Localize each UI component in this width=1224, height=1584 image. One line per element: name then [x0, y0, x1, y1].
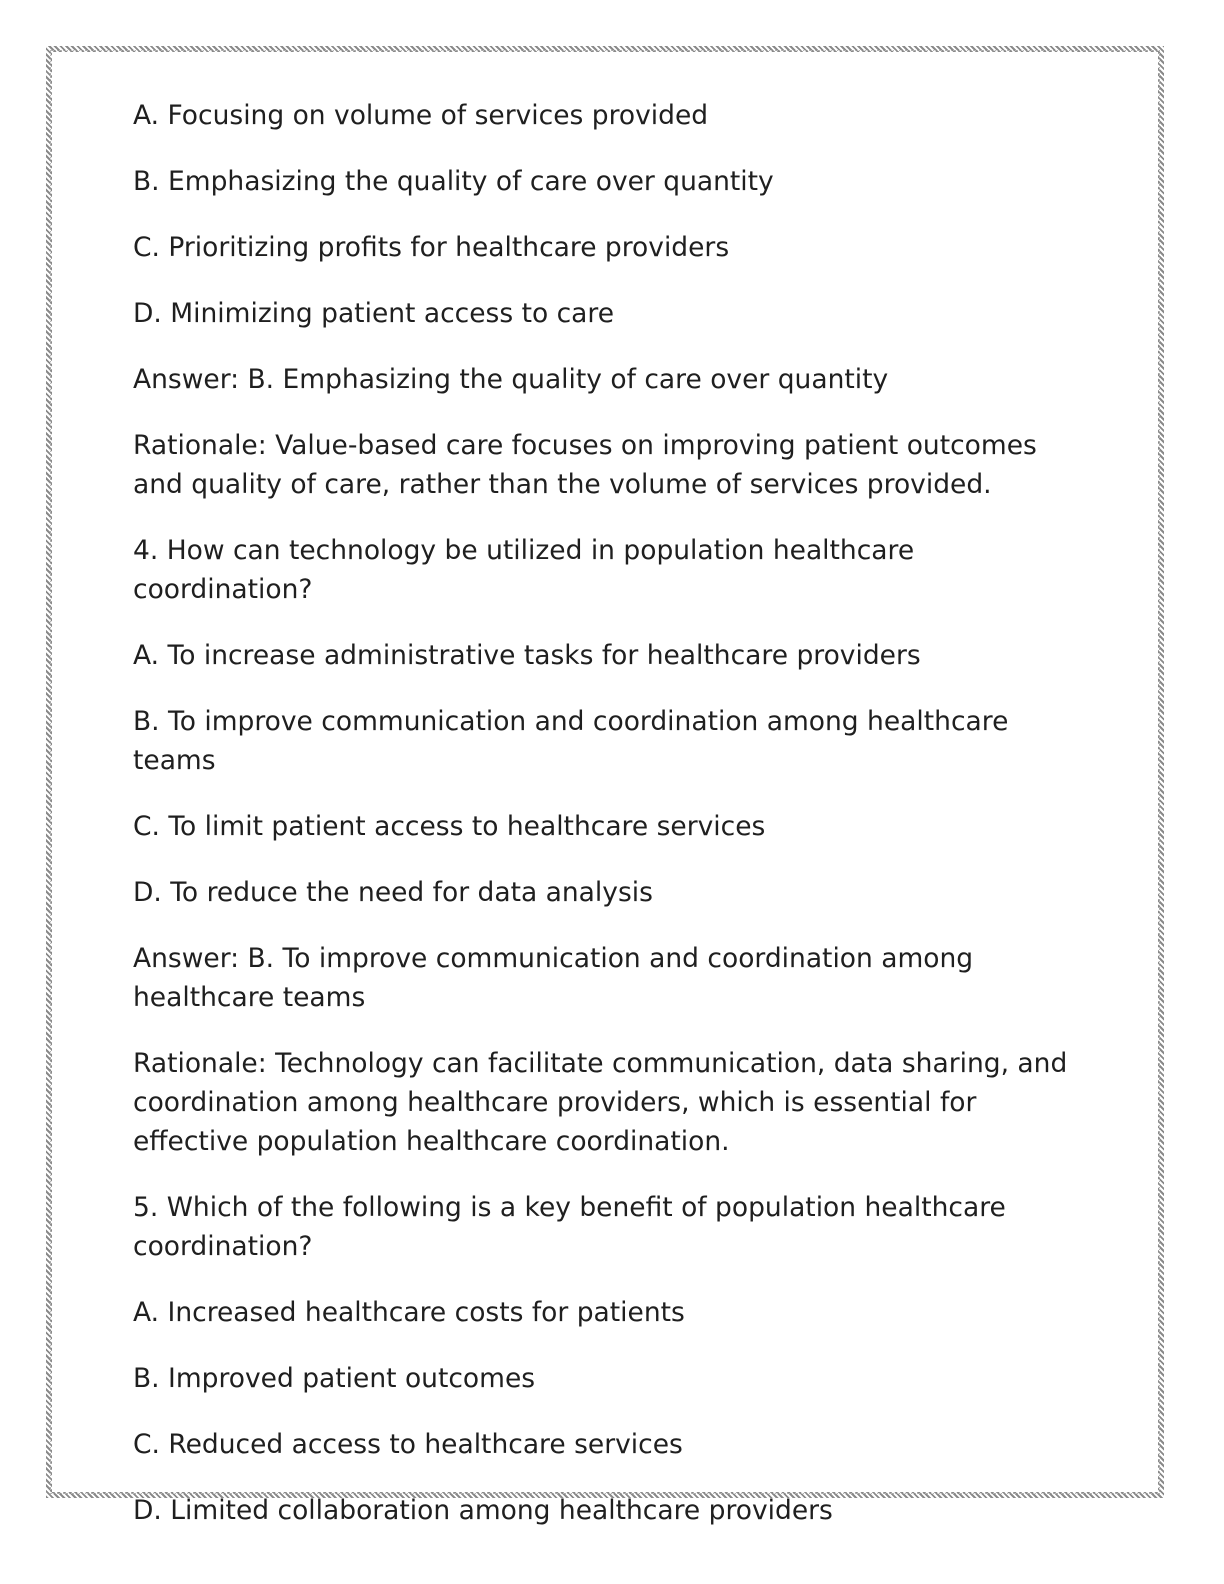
option-d: D. Minimizing patient access to care [133, 298, 615, 329]
option-c: C. Prioritizing profits for healthcare providers [133, 232, 730, 263]
option-b: B. To improve communication and coordination among healthcare teams [133, 706, 1009, 776]
answer: Answer: B. To improve communication and coordination among healthcare teams [133, 943, 974, 1013]
question: 5. Which of the following is a key benefit of population healthcare coordination? [133, 1192, 1006, 1262]
option-c: C. Reduced access to healthcare services [133, 1429, 683, 1460]
option-b: B. Emphasizing the quality of care over quantity [133, 166, 774, 197]
option-a: A. Increased healthcare costs for patients [133, 1297, 685, 1328]
answer: Answer: B. Emphasizing the quality of care over quantity [133, 364, 889, 395]
rationale: Rationale: Value-based care focuses on improving patient outcomes and quality of care, rather than the volume of services provided. [133, 430, 1037, 500]
option-a: A. To increase administrative tasks for healthcare providers [133, 640, 921, 671]
option-d: D. Limited collaboration among healthcare providers [133, 1495, 833, 1526]
question: 4. How can technology be utilized in population healthcare coordination? [133, 535, 915, 605]
option-b: B. Improved patient outcomes [133, 1363, 536, 1394]
rationale: Rationale: Technology can facilitate communication, data sharing, and coordination among healthcare providers, which is essential for effective population healthcare coordination. [133, 1048, 1068, 1157]
option-d: D. To reduce the need for data analysis [133, 877, 653, 908]
option-c: C. To limit patient access to healthcare services [133, 811, 766, 842]
document-content [133, 96, 1093, 1557]
option-a: A. Focusing on volume of services provided [133, 100, 709, 131]
